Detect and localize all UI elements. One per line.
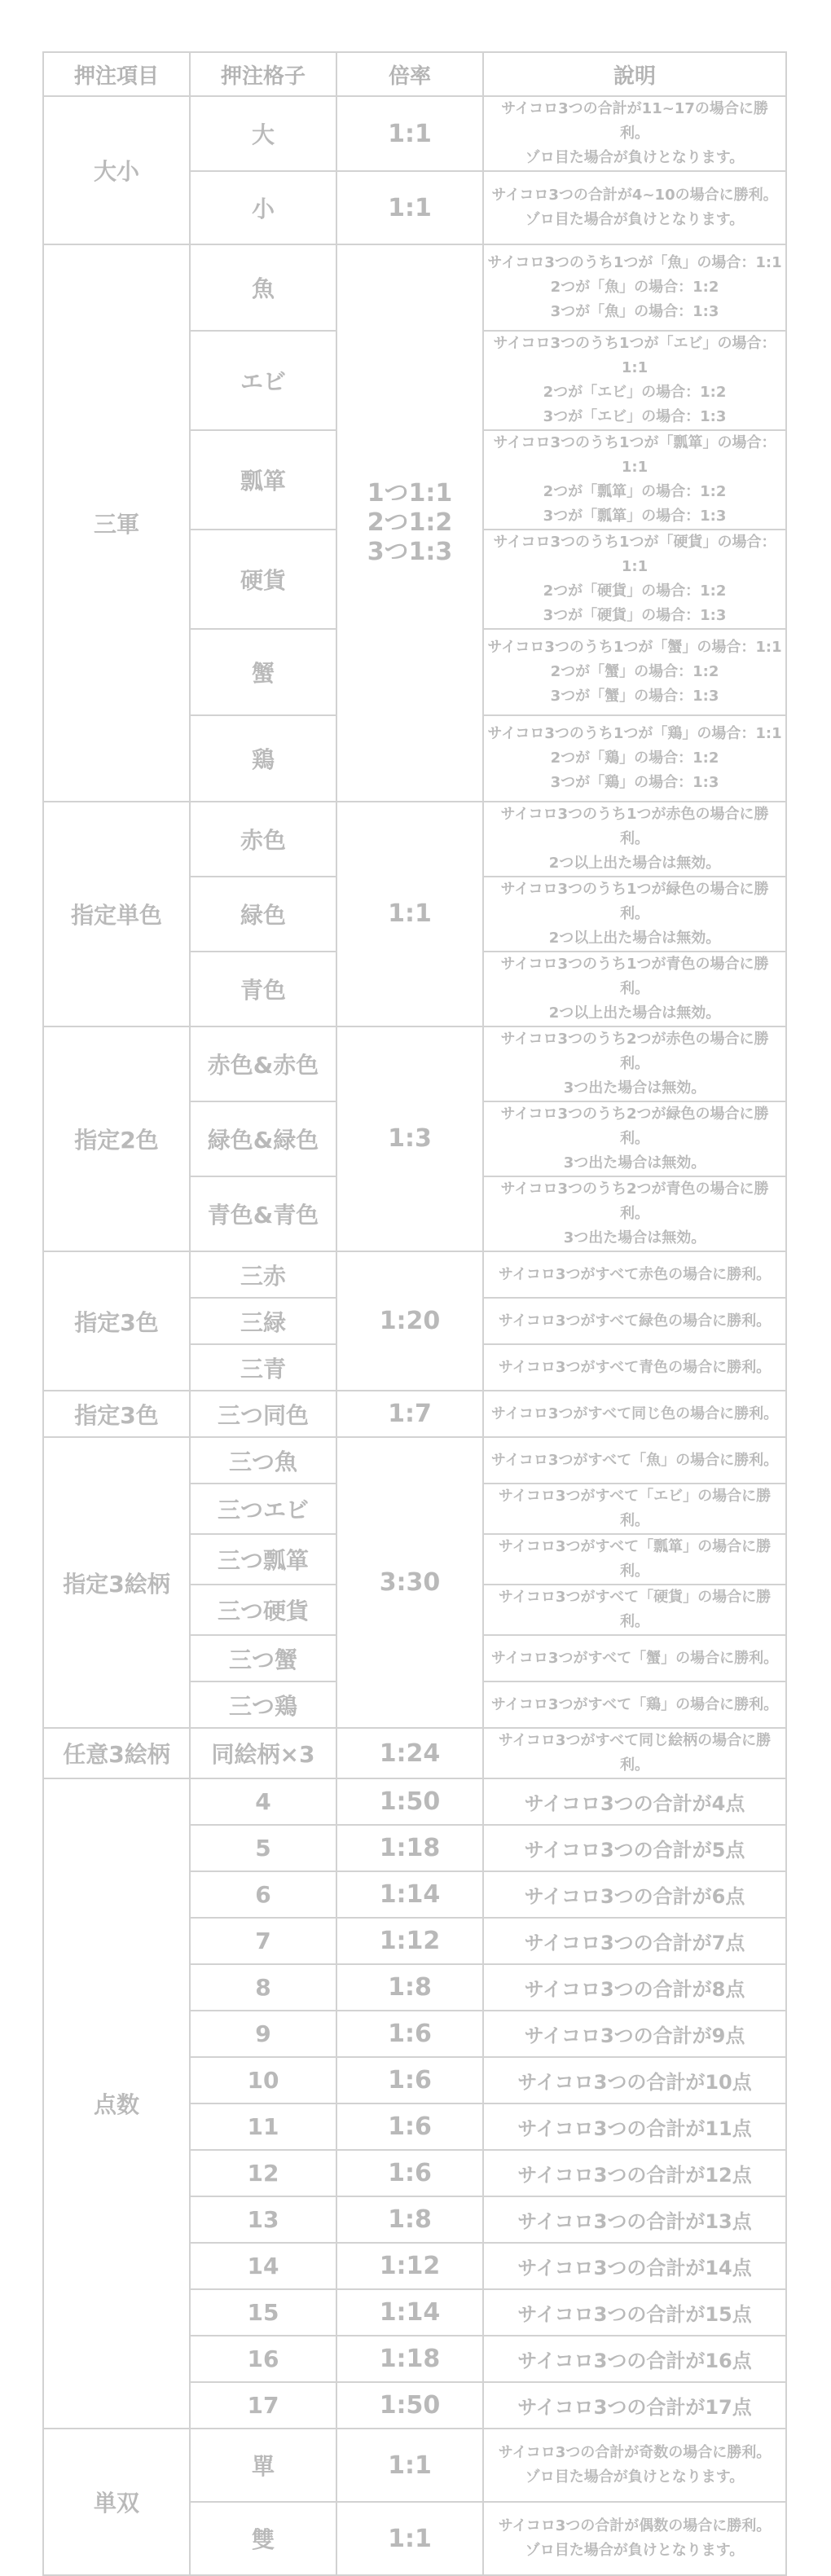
description-line: サイコロ3つの合計が17点 (517, 2396, 752, 2419)
description-cell (483, 1964, 786, 2011)
description-cell (483, 802, 786, 877)
description-line: サイコロ3つの合計が11~17の場合に勝利。 (501, 100, 768, 142)
odds-cell: 1:6 (336, 2150, 483, 2196)
table-row (43, 1728, 786, 1778)
table-row (43, 96, 786, 171)
description-cell (483, 1778, 786, 1825)
description-cell (483, 2150, 786, 2196)
table-row (43, 1778, 786, 1825)
bet-option: 7 (190, 1918, 336, 1964)
bet-category: 指定3色 (43, 1391, 190, 1437)
description-line: サイコロ3つの合計が偶数の場合に勝利。 (498, 2517, 772, 2534)
header-bet-item: 押注項目 (43, 52, 190, 96)
bet-option: 三つ魚 (190, 1437, 336, 1484)
bet-option: 緑色&緑色 (190, 1101, 336, 1176)
bet-option: 8 (190, 1964, 336, 2011)
table-body (43, 96, 786, 2575)
description-line: 3つが「エビ」の場合：1:3 (543, 408, 727, 425)
description-cell (483, 2382, 786, 2429)
description-cell (483, 715, 786, 802)
description-cell (483, 2011, 786, 2057)
description-line: サイコロ3つのうち1つが「エビ」の場合：1:1 (493, 335, 776, 376)
bet-option: 13 (190, 2196, 336, 2243)
odds-cell (336, 802, 483, 1026)
description-cell (483, 244, 786, 331)
bet-option: 15 (190, 2289, 336, 2336)
description-line: サイコロ3つがすべて同じ絵柄の場合に勝利。 (498, 1732, 772, 1774)
description-line: サイコロ3つの合計が14点 (517, 2257, 752, 2279)
bet-option: 11 (190, 2103, 336, 2150)
description-line: サイコロ3つの合計が4~10の場合に勝利。 (491, 187, 778, 204)
description-line: サイコロ3つの合計が奇数の場合に勝利。 (498, 2444, 772, 2461)
bet-option: 12 (190, 2150, 336, 2196)
odds-cell: 1:1 (336, 2429, 483, 2502)
odds-cell: 1:50 (336, 1778, 483, 1825)
table-row (43, 1251, 786, 1298)
table-row (43, 1026, 786, 1101)
odds-cell: 1:1 (336, 2502, 483, 2575)
bet-option: 三青 (190, 1344, 336, 1391)
bet-option: 蟹 (190, 629, 336, 715)
odds-line: 1つ1:1 (367, 479, 453, 508)
header-odds: 倍率 (336, 52, 483, 96)
description-line: 3つが「魚」の場合：1:3 (550, 303, 719, 320)
description-cell (483, 1251, 786, 1298)
description-cell (483, 171, 786, 244)
description-cell (483, 1344, 786, 1391)
description-line: サイコロ3つのうち2つが緑色の場合に勝利。 (500, 1106, 769, 1147)
description-line: ゾロ目た場合が負けとなります。 (525, 211, 745, 228)
description-line: サイコロ3つの合計が4点 (524, 1792, 745, 1815)
table-row (43, 244, 786, 331)
odds-cell: 1:12 (336, 1918, 483, 1964)
odds-cell: 1:14 (336, 1871, 483, 1918)
bet-option: 小 (190, 171, 336, 244)
description-line: サイコロ3つがすべて青色の場合に勝利。 (498, 1358, 772, 1376)
odds-cell: 1:8 (336, 1964, 483, 2011)
description-line: サイコロ3つがすべて赤色の場合に勝利。 (498, 1265, 772, 1283)
bet-category: 大小 (43, 96, 190, 244)
bet-option: 16 (190, 2336, 336, 2382)
description-line: 2つが「エビ」の場合：1:2 (543, 384, 727, 401)
bet-category: 指定2色 (43, 1026, 190, 1251)
description-line: サイコロ3つの合計が13点 (517, 2210, 752, 2233)
description-cell (483, 1825, 786, 1871)
description-line: 3つ出た場合は無効。 (563, 1154, 706, 1172)
description-line: サイコロ3つがすべて「蟹」の場合に勝利。 (490, 1649, 779, 1667)
description-cell (483, 2336, 786, 2382)
odds-cell: 1:50 (336, 2382, 483, 2429)
bet-option: 魚 (190, 244, 336, 331)
odds-cell: 1:6 (336, 2057, 483, 2103)
description-line: サイコロ3つのうち1つが「魚」の場合：1:1 (487, 254, 782, 271)
odds-table (42, 51, 787, 2576)
description-cell (483, 629, 786, 715)
description-line: 3つが「蟹」の場合：1:3 (550, 688, 719, 705)
bet-option: 6 (190, 1871, 336, 1918)
bet-option: 青色 (190, 952, 336, 1026)
bet-category: 指定3絵柄 (43, 1437, 190, 1728)
description-line: サイコロ3つのうち1つが緑色の場合に勝利。 (500, 881, 769, 922)
description-line: 2つが「硬貨」の場合：1:2 (543, 582, 727, 600)
description-line: サイコロ3つのうち1つが赤色の場合に勝利。 (500, 806, 769, 847)
odds-cell: 1:1 (336, 96, 483, 171)
description-line: 2つ以上出た場合は無効。 (548, 855, 721, 872)
odds-line: 3つ1:3 (367, 538, 453, 566)
bet-option: 三緑 (190, 1298, 336, 1344)
description-line: 3つが「硬貨」の場合：1:3 (543, 607, 727, 624)
description-line: サイコロ3つの合計が12点 (517, 2164, 752, 2187)
description-cell (483, 1298, 786, 1344)
description-cell (483, 877, 786, 952)
description-cell (483, 530, 786, 629)
description-line: サイコロ3つのうち2つが青色の場合に勝利。 (500, 1180, 769, 1222)
odds-cell: 1:7 (336, 1391, 483, 1437)
bet-category: 三軍 (43, 244, 190, 802)
description-cell (483, 1534, 786, 1585)
bet-category: 指定単色 (43, 802, 190, 1026)
description-cell (483, 1635, 786, 1681)
bet-option: 同絵柄×3 (190, 1728, 336, 1778)
description-line: サイコロ3つのうち1つが青色の場合に勝利。 (500, 956, 769, 997)
odds-cell: 1:24 (336, 1728, 483, 1778)
description-line: ゾロ目た場合が負けとなります。 (525, 2468, 745, 2486)
odds-cell: 1:8 (336, 2196, 483, 2243)
description-cell (483, 1437, 786, 1484)
bet-option: 4 (190, 1778, 336, 1825)
description-line: 3つ出た場合は無効。 (563, 1229, 706, 1246)
bet-option: エビ (190, 331, 336, 430)
description-cell (483, 331, 786, 430)
odds-line: 2つ1:2 (367, 508, 453, 537)
odds-cell: 1:14 (336, 2289, 483, 2336)
description-line: サイコロ3つの合計が8点 (524, 1978, 745, 2001)
description-line: 2つが「鶏」の場合：1:2 (550, 750, 719, 767)
odds-cell (336, 1251, 483, 1391)
bet-option: 17 (190, 2382, 336, 2429)
odds-cell (336, 244, 483, 802)
description-line: 3つが「鶏」の場合：1:3 (550, 774, 719, 791)
description-cell (483, 1101, 786, 1176)
bet-option: 三つ同色 (190, 1391, 336, 1437)
description-line: 2つ以上出た場合は無効。 (548, 1004, 721, 1022)
table-row (43, 2429, 786, 2502)
description-line: サイコロ3つがすべて「鶏」の場合に勝利。 (490, 1695, 779, 1713)
header-bet-cell: 押注格子 (190, 52, 336, 96)
description-line: サイコロ3つの合計が15点 (517, 2303, 752, 2326)
description-cell (483, 96, 786, 171)
description-line: ゾロ目た場合が負けとなります。 (525, 2542, 745, 2559)
odds-cell: 1:1 (336, 171, 483, 244)
bet-option: 赤色&赤色 (190, 1026, 336, 1101)
description-cell (483, 952, 786, 1026)
description-line: サイコロ3つがすべて「エビ」の場合に勝利。 (498, 1488, 772, 1529)
description-cell (483, 430, 786, 530)
description-line: サイコロ3つの合計が6点 (524, 1885, 745, 1908)
odds-cell: 1:18 (336, 1825, 483, 1871)
bet-option: 雙 (190, 2502, 336, 2575)
bet-category: 指定3色 (43, 1251, 190, 1391)
description-line: サイコロ3つがすべて同じ色の場合に勝利。 (490, 1404, 779, 1422)
description-line: サイコロ3つの合計が5点 (524, 1839, 745, 1862)
bet-option: 三赤 (190, 1251, 336, 1298)
description-cell (483, 1728, 786, 1778)
description-cell (483, 2196, 786, 2243)
bet-option: 14 (190, 2243, 336, 2289)
description-line: サイコロ3つがすべて緑色の場合に勝利。 (498, 1312, 772, 1330)
description-cell (483, 1026, 786, 1101)
bet-option: 10 (190, 2057, 336, 2103)
description-cell (483, 2502, 786, 2575)
description-line: 2つが「蟹」の場合：1:2 (550, 663, 719, 680)
odds-line: 1:3 (388, 1124, 432, 1153)
description-line: サイコロ3つの合計が9点 (524, 2024, 745, 2047)
odds-cell: 1:6 (336, 2011, 483, 2057)
header-description: 說明 (483, 52, 786, 96)
description-line: サイコロ3つのうち2つが赤色の場合に勝利。 (500, 1031, 769, 1072)
odds-line: 3:30 (379, 1567, 441, 1597)
bet-option: 三つ蟹 (190, 1635, 336, 1681)
table-row (43, 802, 786, 877)
description-cell (483, 1585, 786, 1635)
description-cell (483, 2057, 786, 2103)
bet-option: 5 (190, 1825, 336, 1871)
description-cell (483, 2243, 786, 2289)
description-cell (483, 1681, 786, 1728)
bet-option: 硬貨 (190, 530, 336, 629)
description-cell (483, 1176, 786, 1251)
description-cell (483, 1484, 786, 1534)
odds-line: 1:1 (388, 899, 432, 928)
description-cell (483, 2429, 786, 2502)
description-line: サイコロ3つの合計が11点 (517, 2117, 752, 2140)
table-row (43, 1391, 786, 1437)
odds-cell: 1:18 (336, 2336, 483, 2382)
description-line: サイコロ3つのうち1つが「硬貨」の場合：1:1 (493, 534, 776, 575)
description-line: サイコロ3つがすべて「魚」の場合に勝利。 (490, 1451, 779, 1469)
description-line: サイコロ3つがすべて「瓢箪」の場合に勝利。 (498, 1538, 772, 1580)
bet-option: 赤色 (190, 802, 336, 877)
description-line: 3つ出た場合は無効。 (563, 1079, 706, 1097)
description-line: サイコロ3つがすべて「硬貨」の場合に勝利。 (498, 1589, 772, 1630)
bet-option: 三つ硬貨 (190, 1585, 336, 1635)
table-header-row (43, 52, 786, 96)
description-line: サイコロ3つの合計が10点 (517, 2071, 752, 2094)
description-cell (483, 1871, 786, 1918)
bet-category: 単双 (43, 2429, 190, 2575)
description-line: 3つが「瓢箪」の場合：1:3 (543, 508, 727, 525)
description-line: サイコロ3つのうち1つが「瓢箪」の場合：1:1 (493, 434, 776, 476)
bet-option: 鶏 (190, 715, 336, 802)
description-line: サイコロ3つの合計が16点 (517, 2350, 752, 2372)
description-line: 2つ以上出た場合は無効。 (548, 930, 721, 947)
bet-option: 單 (190, 2429, 336, 2502)
description-cell (483, 2103, 786, 2150)
description-line: サイコロ3つの合計が7点 (524, 1932, 745, 1954)
bet-option: 大 (190, 96, 336, 171)
bet-option: 瓢箪 (190, 430, 336, 530)
description-line: サイコロ3つのうち1つが「蟹」の場合：1:1 (487, 639, 782, 656)
bet-option: 9 (190, 2011, 336, 2057)
bet-option: 青色&青色 (190, 1176, 336, 1251)
description-cell (483, 1391, 786, 1437)
odds-cell (336, 1437, 483, 1728)
description-line: 2つが「瓢箪」の場合：1:2 (543, 483, 727, 500)
bet-category: 点数 (43, 1778, 190, 2429)
odds-cell (336, 1026, 483, 1251)
table-row (43, 1437, 786, 1484)
odds-cell: 1:6 (336, 2103, 483, 2150)
description-line: ゾロ目た場合が負けとなります。 (525, 149, 745, 166)
bet-option: 三つエビ (190, 1484, 336, 1534)
odds-line: 1:20 (379, 1306, 441, 1335)
description-line: サイコロ3つのうち1つが「鶏」の場合：1:1 (487, 725, 782, 742)
odds-cell: 1:12 (336, 2243, 483, 2289)
description-cell (483, 2289, 786, 2336)
bet-category: 任意3絵柄 (43, 1728, 190, 1778)
description-line: 2つが「魚」の場合：1:2 (550, 279, 719, 296)
bet-option: 緑色 (190, 877, 336, 952)
bet-option: 三つ鶏 (190, 1681, 336, 1728)
description-cell (483, 1918, 786, 1964)
bet-option: 三つ瓢箪 (190, 1534, 336, 1585)
